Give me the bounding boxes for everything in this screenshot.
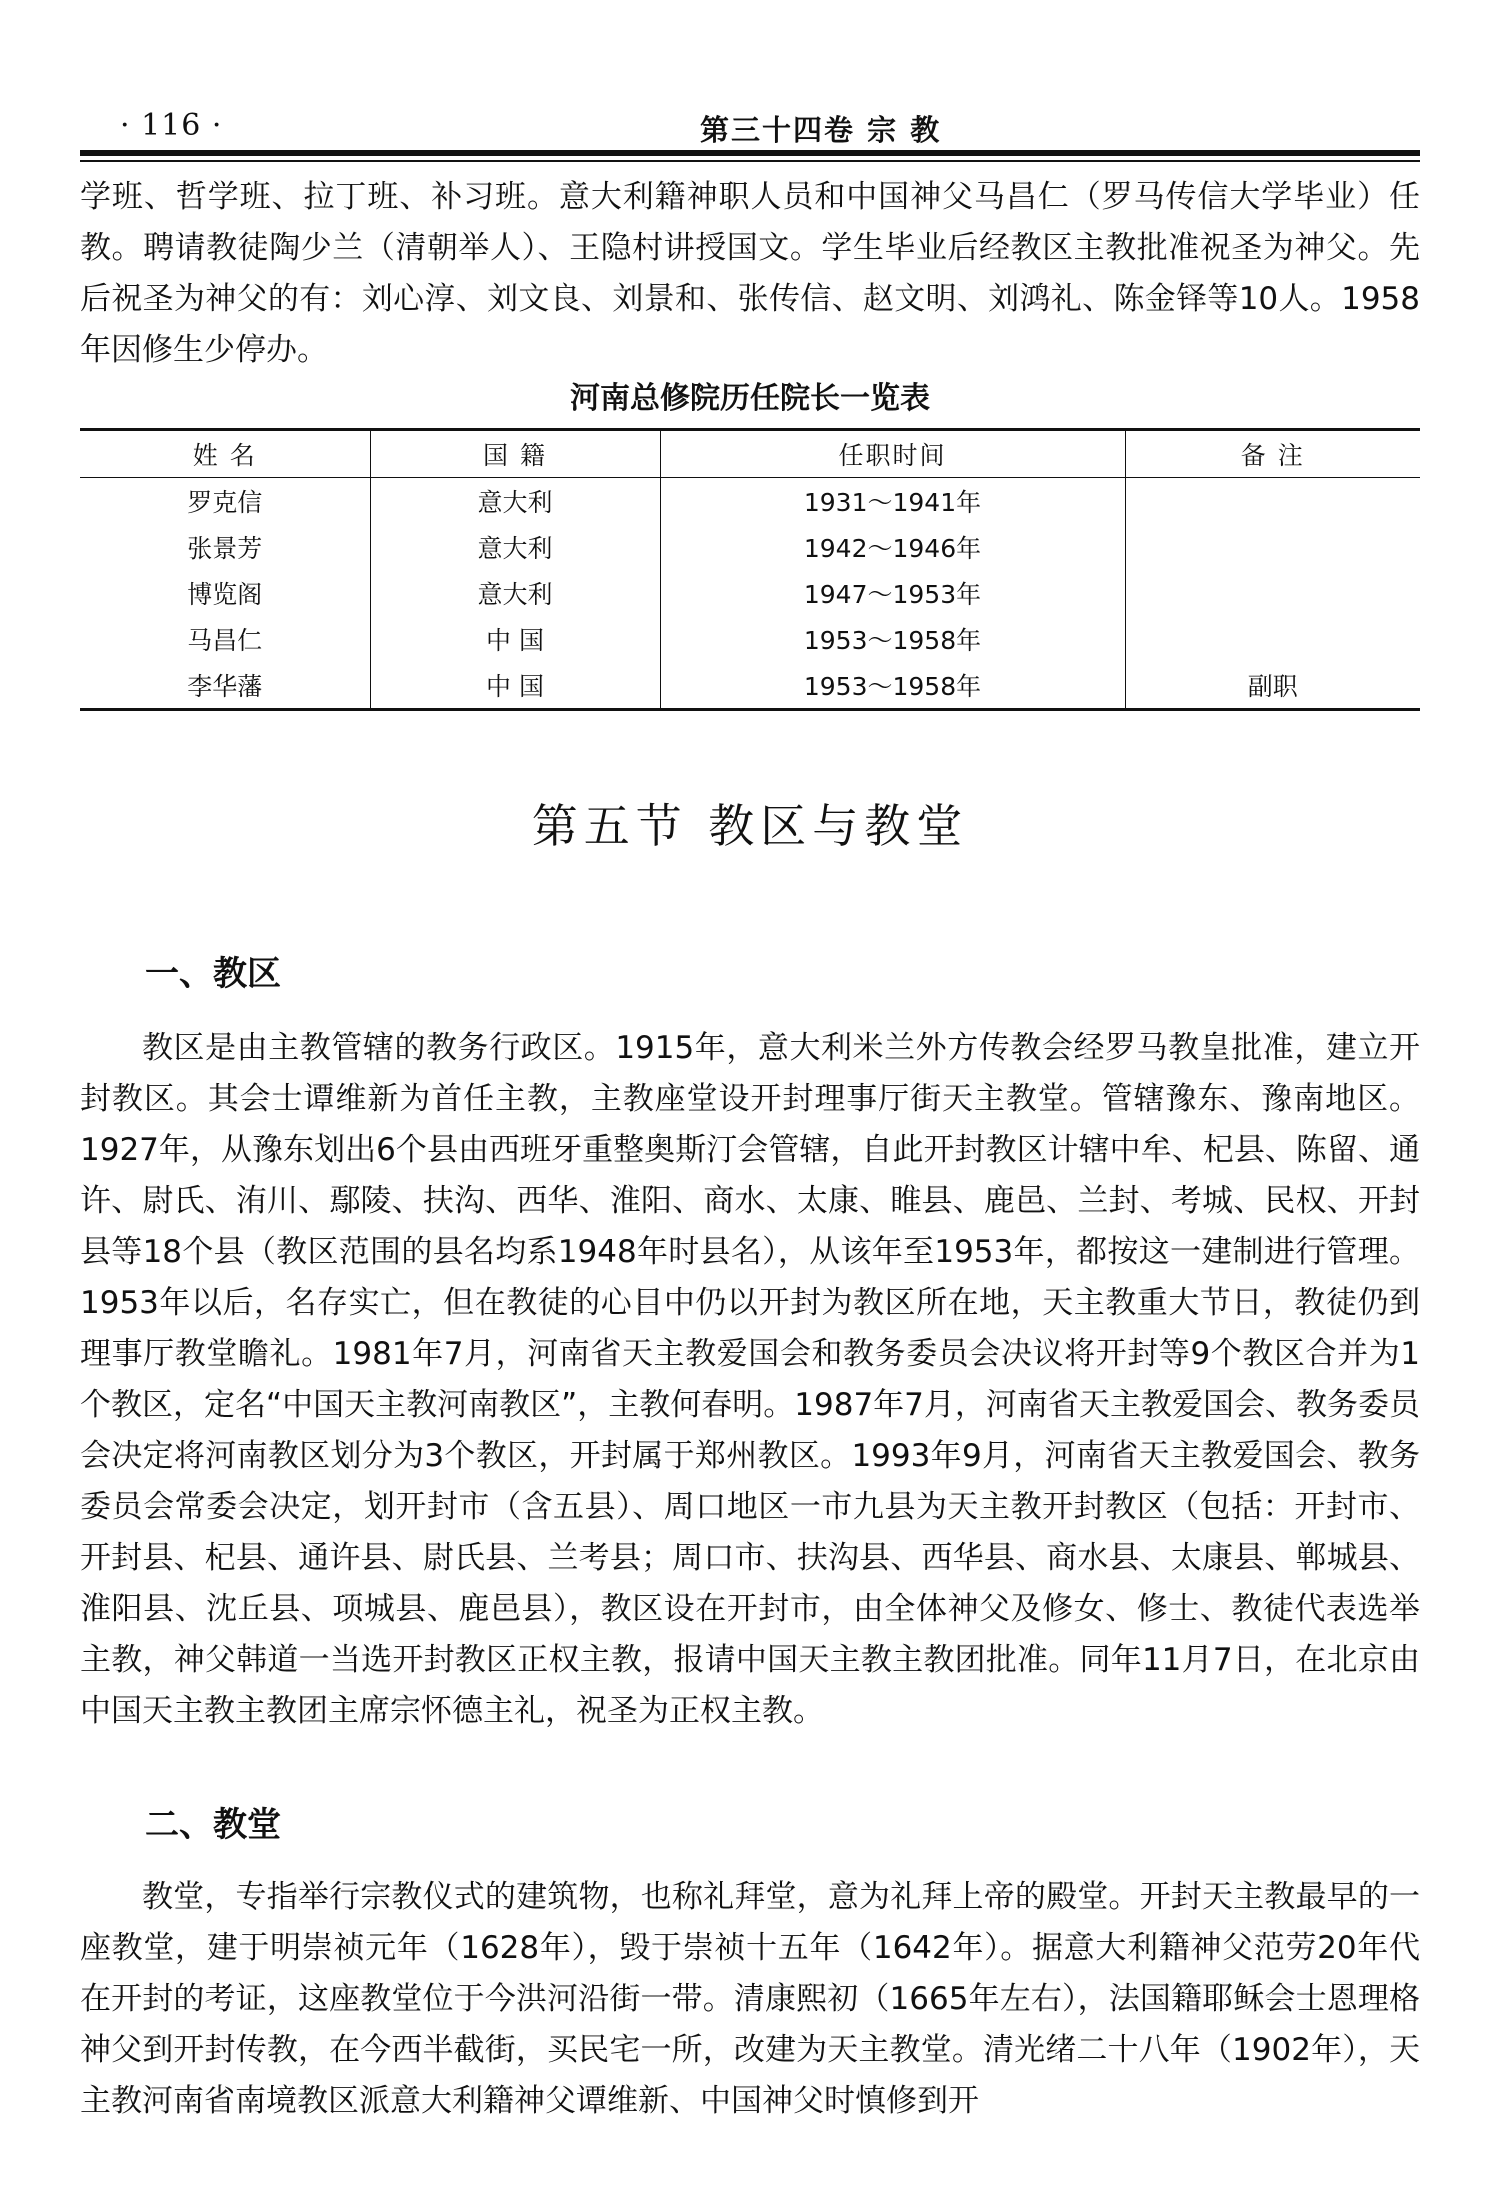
column-header-term: 任职时间 [660, 430, 1125, 478]
table-row [80, 478, 1420, 525]
page-number: · 116 · [120, 108, 223, 143]
table-title: 河南总修院历任院长一览表 [570, 381, 930, 416]
cell-name: 马昌仁 [80, 616, 370, 662]
subsection-heading-diocese: 一、教区 [145, 954, 281, 994]
subsection-heading-church: 二、教堂 [145, 1805, 281, 1845]
cell-name: 博览阁 [80, 570, 370, 616]
cell-remarks: 副职 [1247, 672, 1298, 701]
cell-remarks [1125, 570, 1420, 616]
section-title: 第五节 教区与教堂 [531, 799, 969, 853]
header-rule-thick [80, 150, 1420, 156]
cell-nationality: 意大利 [370, 478, 660, 525]
header-rule-thin [80, 160, 1420, 162]
diocese-paragraph: 教区是由主教管辖的教务行政区。1915年，意大利米兰外方传教会经罗马教皇批准，建立开封教区。其会士谭维新为首任主教，主教座堂设开封理事厅街天主教堂。管辖豫东、豫南地区。1927年，从豫东划出6个县由西班牙重整奥斯汀会管辖，自此开封教区计辖中牟、杞县、陈留、通许、尉氏、洧川、鄢陵、扶沟、西华、淮阳、商水、太康、睢县、鹿邑、兰封、考城、民权、开封县等18个县（教区范围的县名均系1948年时县名），从该年至1953年，都按这一建制进行管理。1953年以后，名存实亡，但在教徒的心目中仍以开封为教区所在地，天主教重大节日，教徒仍到理事厅教堂瞻礼。1981年7月，河南省天主教爱国会和教务委员会决议将开封等9个教区合并为1个教区，定名“中国天主教河南教区”，主教何春明。1987年7月，河南省天主教爱国会、教务委员会决定将河南教区划分为3个教区，开封属于郑州教区。1993年9月，河南省天主教爱国会、教务委员会常委会决定，划开封市（含五县）、周口地区一市九县为天主教开封教区（包括：开封市、开封县、杞县、通许县、尉氏县、兰考县；周口市、扶沟县、西华县、商水县、太康县、郸城县、淮阳县、沈丘县、项城县、鹿邑县），教区设在开封市，由全体神父及修女、修士、教徒代表选举主教，神父韩道一当选开封教区正权主教，报请中国天主教主教团批准。同年11月7日，在北京由中国天主教主教团主席宗怀德主礼，祝圣为正权主教。 [80, 1030, 1420, 1729]
intro-paragraph: 学班、哲学班、拉丁班、补习班。意大利籍神职人员和中国神父马昌仁（罗马传信大学毕业）任教。聘请教徒陶少兰（清朝举人）、王隐村讲授国文。学生毕业后经教区主教批准祝圣为神父。先后祝圣为神父的有：刘心淳、刘文良、刘景和、张传信、赵文明、刘鸿礼、陈金铎等10人。1958年因修生少停办。 [80, 179, 1420, 368]
cell-term: 1947～1953年 [660, 570, 1125, 616]
column-header-remarks: 备 注 [1240, 441, 1305, 470]
cell-nationality: 中 国 [370, 662, 660, 710]
table-row [80, 524, 1420, 570]
cell-nationality: 意大利 [370, 570, 660, 616]
cell-term: 1953～1958年 [660, 662, 1125, 710]
cell-term: 1931～1941年 [660, 478, 1125, 525]
table-row [80, 616, 1420, 662]
cell-nationality: 意大利 [370, 524, 660, 570]
table-row [80, 662, 1420, 710]
cell-term: 1942～1946年 [660, 524, 1125, 570]
cell-nationality: 中 国 [370, 616, 660, 662]
column-header-name: 姓 名 [80, 430, 370, 478]
cell-name: 张景芳 [80, 524, 370, 570]
running-title: 第三十四卷 宗 教 [700, 113, 942, 147]
column-header-nationality: 国 籍 [370, 430, 660, 478]
cell-remarks [1125, 524, 1420, 570]
directors-table [80, 428, 1420, 711]
running-header [80, 108, 1420, 148]
cell-remarks [1125, 616, 1420, 662]
church-paragraph: 教堂，专指举行宗教仪式的建筑物，也称礼拜堂，意为礼拜上帝的殿堂。开封天主教最早的一座教堂，建于明崇祯元年（1628年），毁于崇祯十五年（1642年）。据意大利籍神父范劳20年代在开封的考证，这座教堂位于今洪河沿街一带。清康熙初（1665年左右），法国籍耶稣会士恩理格神父到开封传教，在今西半截街，买民宅一所，改建为天主教堂。清光绪二十八年（1902年），天主教河南省南境教区派意大利籍神父谭维新、中国神父时慎修到开 [80, 1879, 1420, 2119]
cell-name: 李华藩 [80, 662, 370, 710]
table-row [80, 570, 1420, 616]
cell-term: 1953～1958年 [660, 616, 1125, 662]
cell-remarks [1125, 478, 1420, 525]
cell-name: 罗克信 [80, 478, 370, 525]
table-header-row [80, 430, 1420, 478]
